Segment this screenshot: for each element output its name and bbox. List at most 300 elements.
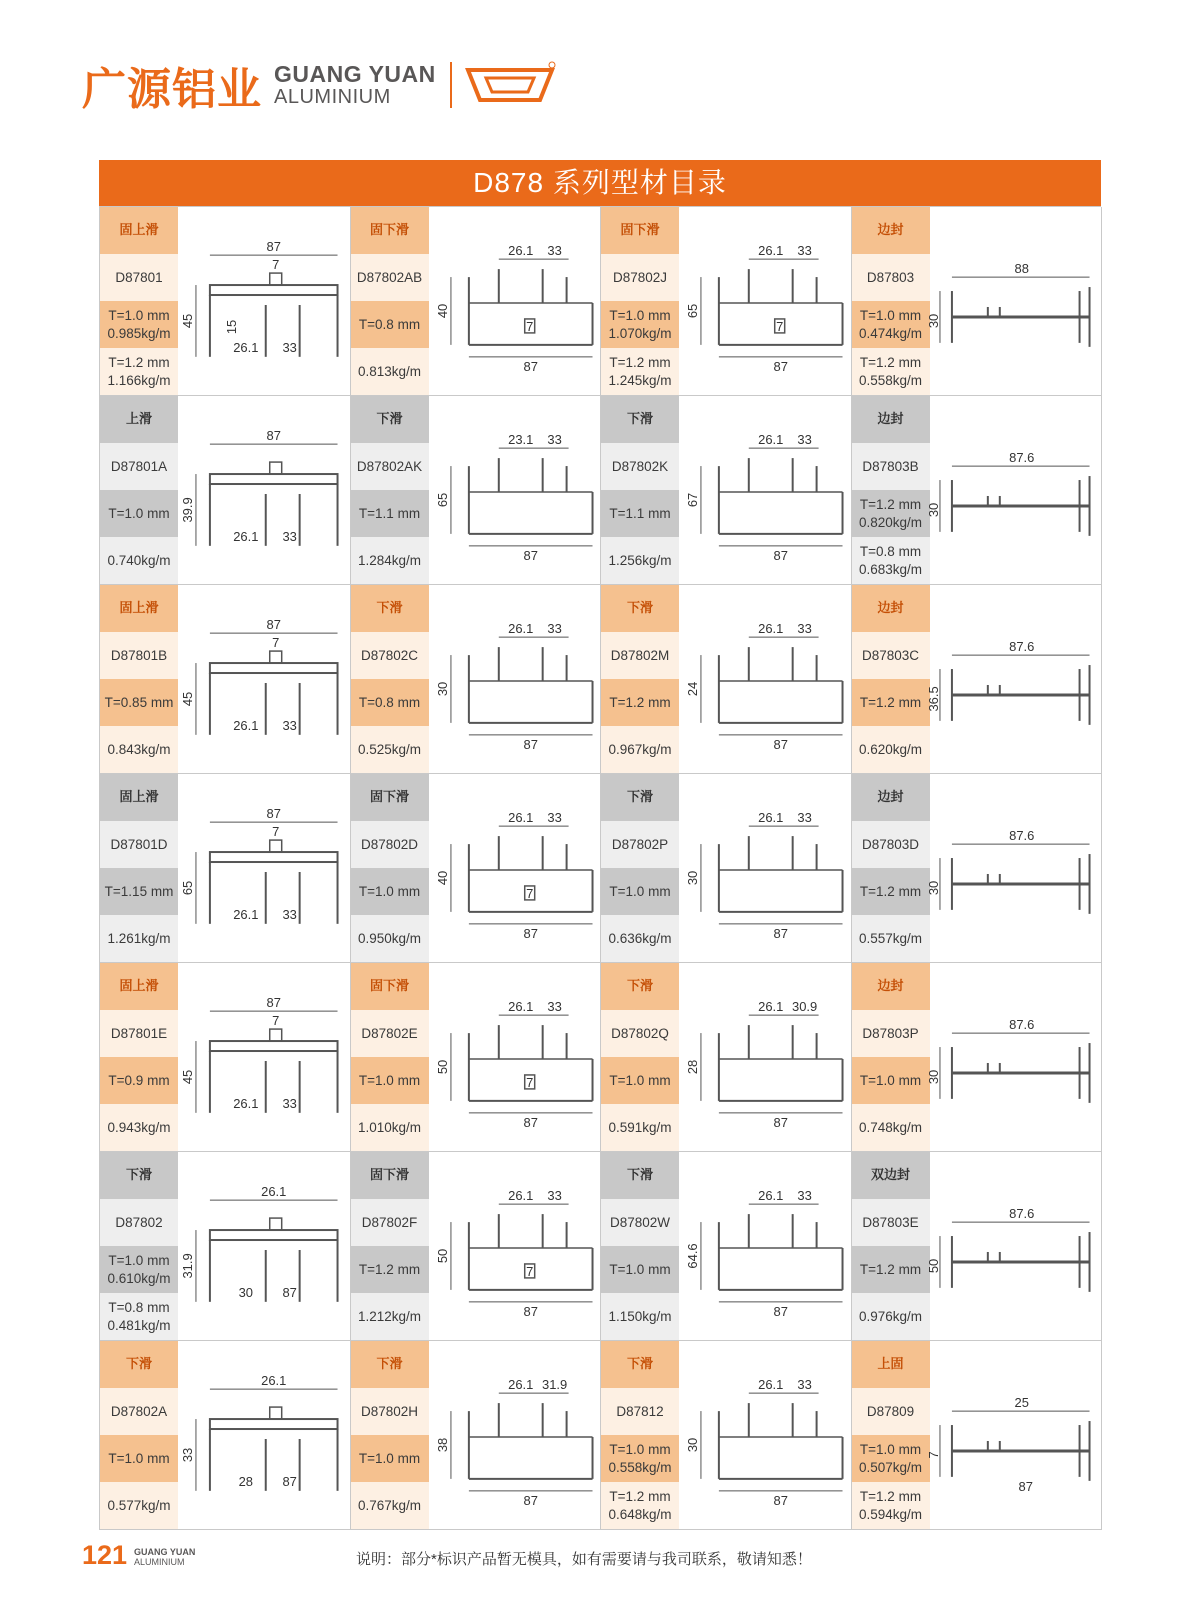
profile-code: D87802C bbox=[351, 632, 429, 679]
brand-en-line1: GUANG YUAN bbox=[274, 61, 436, 88]
profile-info bbox=[601, 585, 679, 773]
profile-catalog bbox=[99, 160, 1101, 1530]
profile-cell bbox=[351, 1152, 602, 1341]
profile-drawing bbox=[925, 396, 1102, 584]
profile-section-diagram bbox=[429, 774, 601, 962]
dimension-label: 26.1 bbox=[507, 999, 533, 1015]
profile-category: 双边封 bbox=[852, 1152, 930, 1199]
dimension-label: 38 bbox=[434, 1437, 450, 1453]
profile-cell bbox=[601, 585, 852, 774]
profile-drawing bbox=[679, 396, 851, 584]
dimension-label: 87 bbox=[773, 1303, 788, 1319]
page-footer bbox=[82, 1540, 1122, 1576]
profile-section-diagram bbox=[925, 1341, 1102, 1529]
profile-spec-primary: T=0.85 mm bbox=[100, 679, 178, 726]
profile-section-diagram bbox=[925, 207, 1102, 395]
profile-code: D87803 bbox=[852, 254, 930, 301]
profile-outline bbox=[270, 273, 282, 285]
dimension-label: 26.1 bbox=[507, 810, 533, 826]
profile-outline bbox=[210, 663, 338, 673]
profile-info bbox=[100, 1341, 178, 1529]
profile-drawing bbox=[679, 1341, 851, 1529]
dimension-label: 24 bbox=[684, 681, 700, 697]
profile-code: D87801B bbox=[100, 632, 178, 679]
profile-spec-secondary: 0.577kg/m bbox=[100, 1482, 178, 1529]
dimension-label: 30 bbox=[925, 880, 941, 896]
profile-section-diagram bbox=[178, 396, 350, 584]
profile-code: D87802J bbox=[601, 254, 679, 301]
profile-info bbox=[351, 585, 429, 773]
profile-spec-secondary: 0.740kg/m bbox=[100, 537, 178, 584]
profile-spec-primary: T=1.0 mm 0.985kg/m bbox=[100, 301, 178, 348]
dimension-label: 26.1 bbox=[758, 810, 784, 826]
profile-info bbox=[852, 774, 930, 962]
profile-spec-secondary: T=1.2 mm 0.558kg/m bbox=[852, 348, 930, 395]
dimension-label: 26.1 bbox=[507, 621, 533, 637]
dimension-label: 26.1 bbox=[261, 1184, 287, 1200]
profile-spec-primary: T=0.8 mm bbox=[351, 679, 429, 726]
dimension-label: 26.1 bbox=[758, 1377, 784, 1393]
profile-outline bbox=[210, 852, 338, 862]
profile-info bbox=[601, 1152, 679, 1340]
profile-info bbox=[351, 963, 429, 1151]
dimension-label: 31.9 bbox=[179, 1253, 195, 1279]
profile-category: 下滑 bbox=[351, 396, 429, 443]
profile-cell bbox=[601, 963, 852, 1152]
profile-cell bbox=[351, 774, 602, 963]
dimension-label: 33 bbox=[797, 621, 812, 637]
dimension-label: 33 bbox=[546, 999, 562, 1015]
profile-code: D87803C bbox=[852, 632, 930, 679]
profile-spec-secondary: T=1.2 mm 0.648kg/m bbox=[601, 1482, 679, 1529]
profile-code: D87803B bbox=[852, 443, 930, 490]
dimension-label: 87.6 bbox=[1008, 450, 1034, 466]
profile-section-diagram bbox=[178, 1341, 350, 1529]
profile-drawing bbox=[925, 774, 1102, 962]
profile-cell bbox=[351, 1341, 602, 1530]
profile-category: 下滑 bbox=[100, 1341, 178, 1388]
dimension-label: 87 bbox=[773, 1114, 788, 1130]
profile-drawing bbox=[429, 396, 601, 584]
profile-category: 固下滑 bbox=[351, 207, 429, 254]
profile-cell bbox=[852, 1152, 1103, 1341]
profile-category: 边封 bbox=[852, 585, 930, 632]
profile-info bbox=[100, 774, 178, 962]
profile-code: D87801 bbox=[100, 254, 178, 301]
dimension-label: 31.9 bbox=[541, 1377, 567, 1393]
dimension-label: 26.1 bbox=[261, 1373, 287, 1389]
profile-section-diagram bbox=[679, 963, 851, 1151]
profile-spec-primary: T=1.0 mm bbox=[601, 1057, 679, 1104]
dimension-label: 7 bbox=[525, 318, 533, 334]
brand-en-line2: ALUMINIUM bbox=[274, 85, 391, 108]
dimension-label: 25 bbox=[1014, 1395, 1029, 1411]
dimension-label: 87 bbox=[773, 547, 788, 563]
profile-info bbox=[100, 396, 178, 584]
profile-spec-primary: T=1.2 mm bbox=[351, 1246, 429, 1293]
dimension-label: 33 bbox=[282, 339, 297, 355]
profile-spec-primary: T=1.0 mm 0.507kg/m bbox=[852, 1435, 930, 1482]
profile-cell bbox=[601, 1341, 852, 1530]
profile-spec-secondary: 1.256kg/m bbox=[601, 537, 679, 584]
profile-code: D87803D bbox=[852, 821, 930, 868]
profile-cell bbox=[100, 774, 351, 963]
dimension-label: 26.1 bbox=[233, 717, 259, 733]
profile-spec-secondary: 1.284kg/m bbox=[351, 537, 429, 584]
profile-category: 边封 bbox=[852, 963, 930, 1010]
profile-cell bbox=[100, 396, 351, 585]
profile-cell bbox=[351, 585, 602, 774]
dimension-label: 45 bbox=[179, 313, 195, 329]
dimension-label: 87 bbox=[773, 358, 788, 374]
profile-section-diagram bbox=[429, 1341, 601, 1529]
profile-drawing bbox=[429, 1341, 601, 1529]
profile-section-diagram bbox=[679, 1341, 851, 1529]
dimension-label: 87 bbox=[1018, 1478, 1033, 1494]
profile-outline bbox=[210, 1419, 338, 1429]
dimension-label: 26.1 bbox=[507, 243, 533, 259]
profile-spec-primary: T=1.0 mm 0.474kg/m bbox=[852, 301, 930, 348]
brand-en-name bbox=[274, 62, 436, 107]
profile-outline bbox=[270, 651, 282, 663]
profile-cell bbox=[852, 585, 1103, 774]
profile-category: 下滑 bbox=[601, 963, 679, 1010]
profile-cell bbox=[852, 1341, 1103, 1530]
dimension-label: 87 bbox=[522, 358, 538, 374]
profile-outline bbox=[270, 1407, 282, 1419]
dimension-label: 67 bbox=[684, 492, 700, 508]
profile-spec-primary: T=1.2 mm bbox=[852, 1246, 930, 1293]
profile-section-diagram bbox=[429, 207, 601, 395]
profile-spec-secondary: 0.525kg/m bbox=[351, 726, 429, 773]
profile-spec-secondary: T=1.2 mm 0.594kg/m bbox=[852, 1482, 930, 1529]
profile-cell bbox=[100, 1152, 351, 1341]
dimension-label: 26.1 bbox=[233, 1095, 259, 1111]
dimension-label: 87 bbox=[266, 617, 281, 633]
dimension-label: 33 bbox=[797, 1188, 812, 1204]
profile-drawing bbox=[679, 963, 851, 1151]
profile-outline bbox=[270, 462, 282, 474]
profile-code: D87802A bbox=[100, 1388, 178, 1435]
profile-category: 固下滑 bbox=[351, 774, 429, 821]
profile-spec-primary: T=1.0 mm bbox=[601, 1246, 679, 1293]
profile-drawing bbox=[925, 1152, 1102, 1340]
dimension-label: 33 bbox=[282, 906, 297, 922]
profile-info bbox=[852, 207, 930, 395]
profile-code: D87802AK bbox=[351, 443, 429, 490]
dimension-label: 87 bbox=[266, 806, 281, 822]
profile-info bbox=[351, 1341, 429, 1529]
profile-spec-primary: T=1.2 mm bbox=[852, 679, 930, 726]
profile-info bbox=[351, 396, 429, 584]
page-number: 121 bbox=[82, 1540, 128, 1570]
profile-spec-primary: T=1.1 mm bbox=[351, 490, 429, 537]
profile-category: 下滑 bbox=[601, 396, 679, 443]
profile-code: D87801E bbox=[100, 1010, 178, 1057]
dimension-label: 87 bbox=[282, 1284, 297, 1300]
profile-category: 下滑 bbox=[351, 1341, 429, 1388]
profile-cell bbox=[601, 207, 852, 396]
dimension-label: 87 bbox=[522, 925, 538, 941]
profile-spec-primary: T=1.0 mm 0.610kg/m bbox=[100, 1246, 178, 1293]
dimension-label: 30 bbox=[238, 1284, 254, 1300]
profile-section-diagram bbox=[679, 585, 851, 773]
profile-section-diagram bbox=[925, 1152, 1102, 1340]
dimension-label: 26.1 bbox=[507, 1377, 533, 1393]
profile-spec-primary: T=1.0 mm bbox=[100, 490, 178, 537]
dimension-label: 87.6 bbox=[1008, 1206, 1034, 1222]
profile-spec-secondary: 0.767kg/m bbox=[351, 1482, 429, 1529]
dimension-label: 33 bbox=[546, 621, 562, 637]
profile-spec-primary: T=1.2 mm bbox=[852, 868, 930, 915]
dimension-label: 50 bbox=[434, 1059, 450, 1075]
dimension-label: 7 bbox=[776, 318, 784, 334]
profile-section-diagram bbox=[429, 396, 601, 584]
profile-section-diagram bbox=[925, 963, 1102, 1151]
dimension-label: 26.1 bbox=[233, 528, 259, 544]
profile-spec-secondary: 0.813kg/m bbox=[351, 348, 429, 395]
footer-note: 说明：部分*标识产品暂无模具，如有需要请与我司联系，敬请知悉！ bbox=[356, 1551, 812, 1568]
profile-code: D87803E bbox=[852, 1199, 930, 1246]
profile-spec-secondary: 1.150kg/m bbox=[601, 1293, 679, 1340]
profile-grid bbox=[99, 206, 1101, 1530]
dimension-label: 87 bbox=[522, 736, 538, 752]
profile-category: 上固 bbox=[852, 1341, 930, 1388]
profile-info bbox=[601, 1341, 679, 1529]
profile-info bbox=[100, 963, 178, 1151]
profile-drawing bbox=[925, 207, 1102, 395]
dimension-label: 33 bbox=[797, 243, 812, 259]
profile-category: 下滑 bbox=[601, 1341, 679, 1388]
profile-category: 边封 bbox=[852, 774, 930, 821]
profile-category: 下滑 bbox=[601, 1152, 679, 1199]
profile-category: 固上滑 bbox=[100, 963, 178, 1010]
dimension-label: 33 bbox=[797, 432, 812, 448]
profile-category: 下滑 bbox=[100, 1152, 178, 1199]
profile-category: 固下滑 bbox=[351, 1152, 429, 1199]
profile-category: 下滑 bbox=[601, 774, 679, 821]
dimension-label: 26.1 bbox=[758, 432, 784, 448]
profile-outline bbox=[270, 1218, 282, 1230]
dimension-label: 40 bbox=[434, 870, 450, 886]
dimension-label: 87.6 bbox=[1008, 828, 1034, 844]
profile-section-diagram bbox=[178, 207, 350, 395]
profile-cell bbox=[601, 774, 852, 963]
dimension-label: 23.1 bbox=[507, 432, 533, 448]
profile-code: D87802P bbox=[601, 821, 679, 868]
dimension-label: 36.5 bbox=[925, 686, 941, 712]
profile-info bbox=[852, 396, 930, 584]
profile-category: 边封 bbox=[852, 207, 930, 254]
dimension-label: 30.9 bbox=[792, 999, 818, 1015]
profile-category: 下滑 bbox=[351, 585, 429, 632]
dimension-label: 50 bbox=[434, 1248, 450, 1264]
dimension-label: 30 bbox=[434, 681, 450, 697]
profile-spec-primary: T=1.2 mm bbox=[601, 679, 679, 726]
dimension-label: 87 bbox=[282, 1473, 297, 1489]
profile-spec-secondary: 0.943kg/m bbox=[100, 1104, 178, 1151]
gr-emblem-icon bbox=[464, 60, 556, 110]
profile-drawing bbox=[925, 585, 1102, 773]
profile-section-diagram bbox=[679, 774, 851, 962]
profile-spec-secondary: 0.950kg/m bbox=[351, 915, 429, 962]
profile-spec-primary: T=1.0 mm bbox=[100, 1435, 178, 1482]
dimension-label: 64.6 bbox=[684, 1243, 700, 1269]
profile-spec-secondary: 1.212kg/m bbox=[351, 1293, 429, 1340]
dimension-label: 87 bbox=[773, 1492, 788, 1508]
dimension-label: 33 bbox=[179, 1447, 195, 1463]
profile-drawing bbox=[679, 1152, 851, 1340]
dimension-label: 39.9 bbox=[179, 497, 195, 523]
profile-spec-primary: T=1.1 mm bbox=[601, 490, 679, 537]
profile-outline bbox=[210, 1230, 338, 1240]
profile-info bbox=[852, 963, 930, 1151]
profile-section-diagram bbox=[679, 396, 851, 584]
profile-code: D87802F bbox=[351, 1199, 429, 1246]
profile-drawing bbox=[178, 1341, 350, 1529]
profile-info bbox=[351, 1152, 429, 1340]
profile-drawing bbox=[178, 1152, 350, 1340]
dimension-label: 33 bbox=[282, 717, 297, 733]
profile-info bbox=[852, 1341, 930, 1529]
profile-code: D87802E bbox=[351, 1010, 429, 1057]
profile-section-diagram bbox=[178, 774, 350, 962]
dimension-label: 26.1 bbox=[758, 999, 784, 1015]
profile-drawing bbox=[178, 774, 350, 962]
profile-drawing bbox=[178, 207, 350, 395]
profile-code: D87803P bbox=[852, 1010, 930, 1057]
profile-spec-secondary: T=1.2 mm 1.166kg/m bbox=[100, 348, 178, 395]
brand-cn-name: 广源铝业 bbox=[82, 64, 262, 115]
profile-info bbox=[601, 396, 679, 584]
dimension-label: 28 bbox=[684, 1059, 700, 1075]
dimension-label: 87.6 bbox=[1008, 639, 1034, 655]
profile-code: D87812 bbox=[601, 1388, 679, 1435]
profile-drawing bbox=[178, 585, 350, 773]
profile-drawing bbox=[925, 963, 1102, 1151]
dimension-label: 87 bbox=[266, 428, 281, 444]
catalog-title: D878 系列型材目录 bbox=[99, 160, 1101, 206]
profile-info bbox=[852, 1152, 930, 1340]
profile-section-diagram bbox=[925, 774, 1102, 962]
dimension-label: 33 bbox=[797, 810, 812, 826]
dimension-label: 45 bbox=[179, 691, 195, 707]
dimension-label: 87 bbox=[773, 925, 788, 941]
dimension-label: 15 bbox=[223, 319, 239, 335]
dimension-label: 30 bbox=[925, 1069, 941, 1085]
profile-outline bbox=[270, 840, 282, 852]
profile-info bbox=[100, 585, 178, 773]
profile-category: 边封 bbox=[852, 396, 930, 443]
profile-spec-primary: T=1.0 mm bbox=[351, 1435, 429, 1482]
profile-info bbox=[852, 585, 930, 773]
profile-spec-secondary: 0.967kg/m bbox=[601, 726, 679, 773]
profile-spec-secondary: 0.843kg/m bbox=[100, 726, 178, 773]
profile-spec-secondary: 0.748kg/m bbox=[852, 1104, 930, 1151]
profile-spec-secondary: 0.620kg/m bbox=[852, 726, 930, 773]
profile-drawing bbox=[925, 1341, 1102, 1529]
profile-spec-primary: T=0.8 mm bbox=[351, 301, 429, 348]
profile-info bbox=[100, 1152, 178, 1340]
profile-code: D87802W bbox=[601, 1199, 679, 1246]
dimension-label: 26.1 bbox=[758, 621, 784, 637]
profile-section-diagram bbox=[679, 207, 851, 395]
dimension-label: 7 bbox=[525, 885, 533, 901]
dimension-label: 65 bbox=[434, 492, 450, 508]
dimension-label: 26.1 bbox=[758, 243, 784, 259]
profile-spec-secondary: 0.976kg/m bbox=[852, 1293, 930, 1340]
profile-drawing bbox=[679, 207, 851, 395]
profile-spec-secondary: 1.261kg/m bbox=[100, 915, 178, 962]
dimension-label: 87 bbox=[522, 1492, 538, 1508]
profile-spec-secondary: 0.557kg/m bbox=[852, 915, 930, 962]
profile-category: 固上滑 bbox=[100, 774, 178, 821]
profile-category: 下滑 bbox=[601, 585, 679, 632]
dimension-label: 87.6 bbox=[1008, 1017, 1034, 1033]
profile-code: D87809 bbox=[852, 1388, 930, 1435]
profile-info bbox=[601, 774, 679, 962]
dimension-label: 87 bbox=[522, 547, 538, 563]
dimension-label: 7 bbox=[925, 1451, 941, 1459]
profile-code: D87802Q bbox=[601, 1010, 679, 1057]
dimension-label: 45 bbox=[179, 1069, 195, 1085]
profile-cell bbox=[351, 963, 602, 1152]
dimension-label: 33 bbox=[282, 528, 297, 544]
profile-cell bbox=[351, 396, 602, 585]
profile-info bbox=[601, 963, 679, 1151]
profile-cell bbox=[601, 396, 852, 585]
dimension-label: 30 bbox=[684, 870, 700, 886]
profile-spec-primary: T=1.15 mm bbox=[100, 868, 178, 915]
profile-code: D87802D bbox=[351, 821, 429, 868]
profile-info bbox=[351, 207, 429, 395]
profile-code: D87801A bbox=[100, 443, 178, 490]
dimension-label: 65 bbox=[684, 303, 700, 319]
profile-cell bbox=[100, 585, 351, 774]
profile-category: 固下滑 bbox=[601, 207, 679, 254]
profile-section-diagram bbox=[178, 585, 350, 773]
profile-spec-secondary: 0.636kg/m bbox=[601, 915, 679, 962]
profile-cell bbox=[852, 396, 1103, 585]
profile-drawing bbox=[429, 585, 601, 773]
profile-section-diagram bbox=[925, 396, 1102, 584]
profile-category: 上滑 bbox=[100, 396, 178, 443]
profile-spec-secondary: T=0.8 mm 0.481kg/m bbox=[100, 1293, 178, 1340]
profile-spec-primary: T=1.0 mm bbox=[351, 868, 429, 915]
dimension-label: 7 bbox=[272, 824, 280, 840]
profile-spec-secondary: 1.010kg/m bbox=[351, 1104, 429, 1151]
dimension-label: 33 bbox=[546, 243, 562, 259]
dimension-label: 33 bbox=[546, 1188, 562, 1204]
profile-category: 固上滑 bbox=[100, 207, 178, 254]
dimension-label: 30 bbox=[684, 1437, 700, 1453]
profile-spec-primary: T=1.0 mm bbox=[852, 1057, 930, 1104]
profile-spec-primary: T=0.9 mm bbox=[100, 1057, 178, 1104]
dimension-label: 33 bbox=[282, 1095, 297, 1111]
profile-drawing bbox=[429, 207, 601, 395]
dimension-label: 87 bbox=[522, 1303, 538, 1319]
profile-cell bbox=[601, 1152, 852, 1341]
profile-info bbox=[601, 207, 679, 395]
dimension-label: 65 bbox=[179, 880, 195, 896]
profile-cell bbox=[852, 207, 1103, 396]
dimension-label: 26.1 bbox=[758, 1188, 784, 1204]
dimension-label: 88 bbox=[1014, 261, 1029, 277]
profile-section-diagram bbox=[429, 585, 601, 773]
profile-drawing bbox=[429, 774, 601, 962]
profile-section-diagram bbox=[178, 963, 350, 1151]
profile-section-diagram bbox=[429, 1152, 601, 1340]
